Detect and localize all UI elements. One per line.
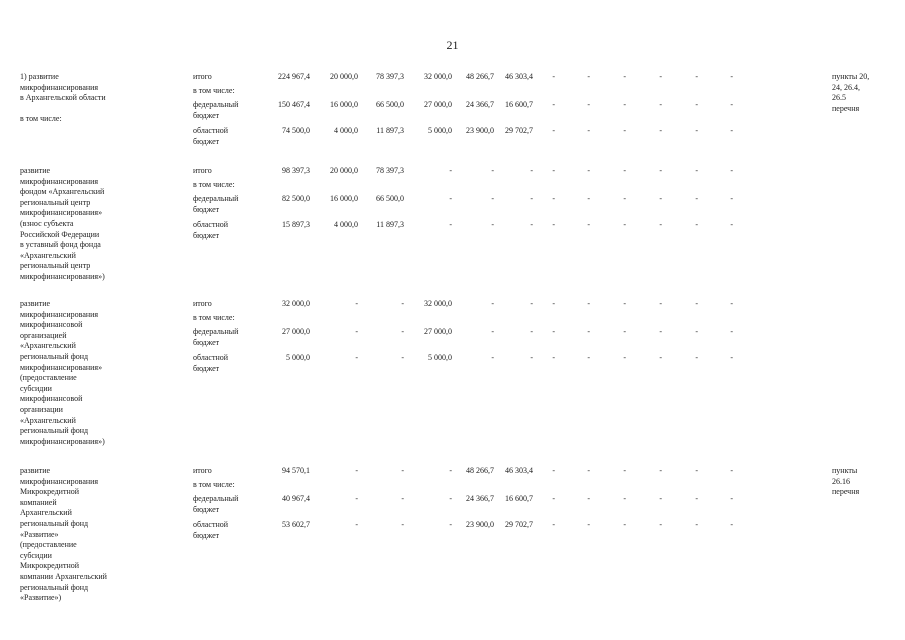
amount-cell: 78 397,3 (376, 72, 404, 81)
amount-cell: - (659, 194, 662, 203)
amount-cell: - (552, 353, 555, 362)
amount-cell: 20 000,0 (330, 72, 358, 81)
amount-cell: 32 000,0 (424, 299, 452, 308)
amount-cell: - (695, 166, 698, 175)
funding-source-label: в том числе: (193, 313, 235, 322)
amount-cell: - (355, 299, 358, 308)
amount-cell: - (695, 220, 698, 229)
amount-cell: 23 900,0 (466, 126, 494, 135)
amount-cell: - (623, 220, 626, 229)
amount-cell: - (730, 126, 733, 135)
amount-cell: - (695, 466, 698, 475)
amount-cell: - (730, 194, 733, 203)
amount-cell: 15 897,3 (282, 220, 310, 229)
amount-cell: 224 967,4 (278, 72, 310, 81)
amount-cell: - (659, 100, 662, 109)
amount-cell: - (552, 494, 555, 503)
amount-cell: - (695, 494, 698, 503)
amount-cell: - (730, 494, 733, 503)
amount-cell: - (730, 353, 733, 362)
amount-cell: 23 900,0 (466, 520, 494, 529)
funding-source-label: итого (193, 166, 212, 175)
funding-source-label: областной бюджет (193, 520, 229, 540)
amount-cell: 78 397,3 (376, 166, 404, 175)
amount-cell: - (491, 194, 494, 203)
amount-cell: - (491, 327, 494, 336)
amount-cell: - (587, 299, 590, 308)
amount-cell: - (530, 353, 533, 362)
amount-cell: - (623, 299, 626, 308)
amount-cell: - (730, 327, 733, 336)
amount-cell: 29 702,7 (505, 126, 533, 135)
amount-cell: - (552, 72, 555, 81)
amount-cell: - (695, 72, 698, 81)
amount-cell: 11 897,3 (376, 220, 404, 229)
amount-cell: - (695, 194, 698, 203)
amount-cell: - (401, 466, 404, 475)
funding-source-label: областной бюджет (193, 353, 229, 373)
amount-cell: - (491, 299, 494, 308)
amount-cell: - (449, 166, 452, 175)
funding-source-label: итого (193, 72, 212, 81)
amount-cell: 16 000,0 (330, 100, 358, 109)
amount-cell: - (659, 126, 662, 135)
funding-source-label: в том числе: (193, 480, 235, 489)
amount-cell: - (659, 466, 662, 475)
amount-cell: - (587, 100, 590, 109)
measure-name: развитие микрофинансирования микрофинансовой организацией «Архангельский региональный фонд микрофинансирования» (предоставление субсидии микрофинансовой организации «Архангельский региональный фонд микрофинансирования») (20, 299, 105, 446)
amount-cell: - (695, 299, 698, 308)
amount-cell: - (695, 126, 698, 135)
amount-cell: - (449, 520, 452, 529)
amount-cell: 24 366,7 (466, 494, 494, 503)
amount-cell: - (355, 327, 358, 336)
amount-cell: - (530, 220, 533, 229)
amount-cell: - (730, 166, 733, 175)
amount-cell: - (552, 466, 555, 475)
amount-cell: 16 600,7 (505, 494, 533, 503)
amount-cell: 4 000,0 (334, 220, 358, 229)
amount-cell: - (552, 327, 555, 336)
amount-cell: - (623, 72, 626, 81)
amount-cell: 98 397,3 (282, 166, 310, 175)
amount-cell: - (401, 353, 404, 362)
amount-cell: - (730, 466, 733, 475)
amount-cell: - (587, 220, 590, 229)
amount-cell: 4 000,0 (334, 126, 358, 135)
amount-cell: - (401, 327, 404, 336)
reference-note: пункты 20, 24, 26.4, 26.5 перечня (832, 72, 870, 113)
measure-name: развитие микрофинансирования фондом «Архангельский региональный центр микрофинансирования» (взнос субъекта Российской Федерации в уставный фонд фонда «Архангельский региональный центр микрофинансирования») (20, 166, 105, 281)
amount-cell: - (449, 466, 452, 475)
amount-cell: - (587, 166, 590, 175)
amount-cell: - (623, 166, 626, 175)
amount-cell: 32 000,0 (424, 72, 452, 81)
amount-cell: - (659, 166, 662, 175)
amount-cell: - (491, 353, 494, 362)
amount-cell: - (587, 466, 590, 475)
amount-cell: - (552, 299, 555, 308)
funding-source-label: итого (193, 466, 212, 475)
amount-cell: - (695, 100, 698, 109)
funding-source-label: областной бюджет (193, 220, 229, 240)
amount-cell: - (530, 327, 533, 336)
amount-cell: - (449, 220, 452, 229)
amount-cell: - (659, 327, 662, 336)
reference-note: пункты 26.16 перечня (832, 466, 860, 497)
amount-cell: - (587, 126, 590, 135)
amount-cell: 48 266,7 (466, 466, 494, 475)
amount-cell: - (530, 166, 533, 175)
amount-cell: - (552, 100, 555, 109)
amount-cell: 150 467,4 (278, 100, 310, 109)
measure-name: развитие микрофинансирования Микрокредитной компанией Архангельский региональный фонд «Развитие» (предоставление субсидии Микрокредитной компании Архангельский региональный фонд «Развитие») (20, 466, 107, 603)
amount-cell: - (730, 520, 733, 529)
funding-source-label: федеральный бюджет (193, 100, 239, 120)
amount-cell: - (587, 194, 590, 203)
amount-cell: - (623, 494, 626, 503)
amount-cell: - (552, 220, 555, 229)
amount-cell: - (623, 100, 626, 109)
amount-cell: - (659, 220, 662, 229)
funding-source-label: в том числе: (193, 180, 235, 189)
amount-cell: 46 303,4 (505, 466, 533, 475)
amount-cell: 20 000,0 (330, 166, 358, 175)
amount-cell: 82 500,0 (282, 194, 310, 203)
funding-source-label: в том числе: (193, 86, 235, 95)
amount-cell: 40 967,4 (282, 494, 310, 503)
amount-cell: - (491, 166, 494, 175)
amount-cell: - (623, 520, 626, 529)
amount-cell: - (623, 194, 626, 203)
amount-cell: 24 366,7 (466, 100, 494, 109)
amount-cell: 46 303,4 (505, 72, 533, 81)
funding-source-label: итого (193, 299, 212, 308)
amount-cell: - (355, 353, 358, 362)
funding-source-label: федеральный бюджет (193, 327, 239, 347)
amount-cell: - (695, 327, 698, 336)
amount-cell: 53 602,7 (282, 520, 310, 529)
amount-cell: 29 702,7 (505, 520, 533, 529)
amount-cell: - (659, 353, 662, 362)
amount-cell: - (552, 166, 555, 175)
amount-cell: - (587, 353, 590, 362)
amount-cell: - (449, 494, 452, 503)
amount-cell: - (623, 327, 626, 336)
amount-cell: - (587, 520, 590, 529)
amount-cell: - (552, 194, 555, 203)
page-number: 21 (446, 38, 459, 52)
amount-cell: 16 600,7 (505, 100, 533, 109)
amount-cell: 66 500,0 (376, 194, 404, 203)
amount-cell: - (659, 494, 662, 503)
amount-cell: - (659, 520, 662, 529)
amount-cell: - (730, 299, 733, 308)
amount-cell: - (623, 466, 626, 475)
amount-cell: - (695, 520, 698, 529)
amount-cell: - (401, 299, 404, 308)
amount-cell: 5 000,0 (428, 126, 452, 135)
amount-cell: - (552, 520, 555, 529)
funding-source-label: федеральный бюджет (193, 194, 239, 214)
amount-cell: 27 000,0 (282, 327, 310, 336)
amount-cell: 74 500,0 (282, 126, 310, 135)
amount-cell: - (449, 194, 452, 203)
amount-cell: - (623, 126, 626, 135)
amount-cell: - (623, 353, 626, 362)
amount-cell: 5 000,0 (428, 353, 452, 362)
amount-cell: 94 570,1 (282, 466, 310, 475)
amount-cell: - (552, 126, 555, 135)
amount-cell: 27 000,0 (424, 100, 452, 109)
amount-cell: - (587, 72, 590, 81)
amount-cell: - (355, 520, 358, 529)
amount-cell: - (530, 194, 533, 203)
amount-cell: - (730, 72, 733, 81)
amount-cell: 16 000,0 (330, 194, 358, 203)
funding-source-label: областной бюджет (193, 126, 229, 146)
amount-cell: 11 897,3 (376, 126, 404, 135)
amount-cell: - (587, 327, 590, 336)
amount-cell: - (355, 466, 358, 475)
amount-cell: - (659, 72, 662, 81)
amount-cell: 32 000,0 (282, 299, 310, 308)
amount-cell: - (695, 353, 698, 362)
amount-cell: - (530, 299, 533, 308)
amount-cell: 5 000,0 (286, 353, 310, 362)
amount-cell: - (401, 494, 404, 503)
amount-cell: - (659, 299, 662, 308)
amount-cell: - (491, 220, 494, 229)
funding-source-label: федеральный бюджет (193, 494, 239, 514)
amount-cell: - (730, 100, 733, 109)
amount-cell: - (401, 520, 404, 529)
amount-cell: 48 266,7 (466, 72, 494, 81)
amount-cell: - (730, 220, 733, 229)
amount-cell: 66 500,0 (376, 100, 404, 109)
measure-name: 1) развитие микрофинансирования в Архангельской области в том числе: (20, 72, 106, 124)
amount-cell: - (587, 494, 590, 503)
amount-cell: 27 000,0 (424, 327, 452, 336)
amount-cell: - (355, 494, 358, 503)
